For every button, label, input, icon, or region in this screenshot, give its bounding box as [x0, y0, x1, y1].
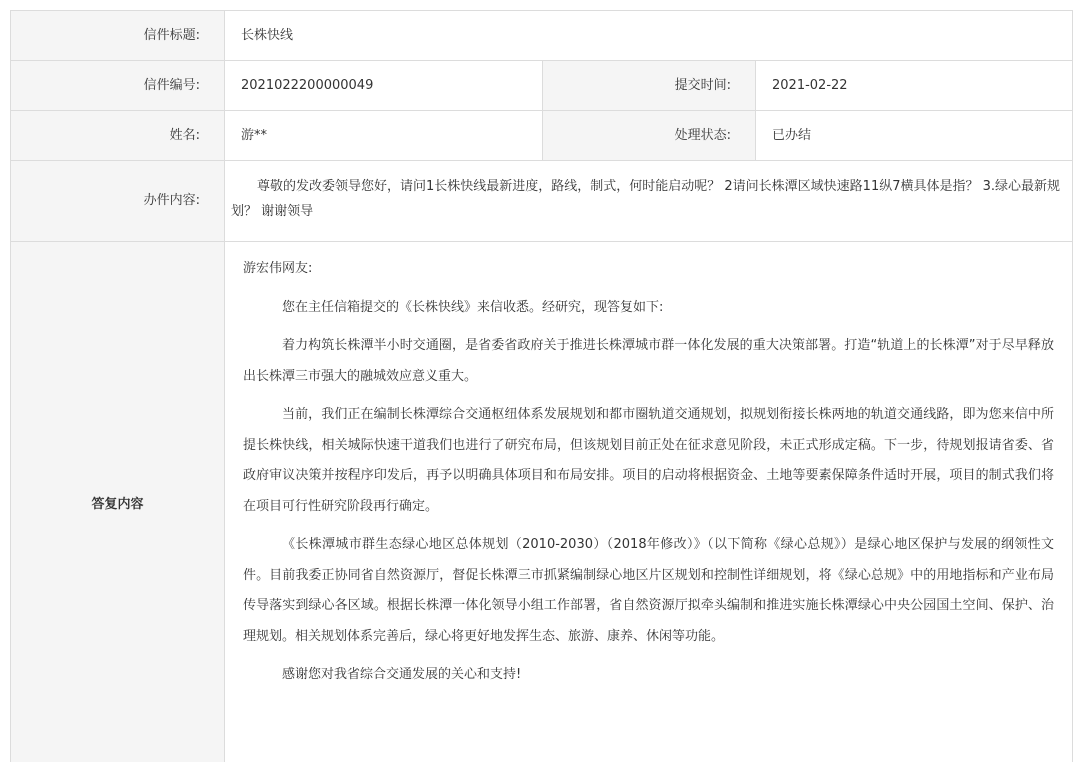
number-row: [11, 61, 1073, 111]
content-row: [11, 161, 1073, 242]
letter-detail-table: [10, 10, 1073, 762]
content-value: [225, 161, 1073, 241]
name-value: 游**: [225, 111, 543, 160]
title-row: [11, 11, 1073, 61]
reply-row: [11, 242, 1073, 762]
reply-content: [225, 242, 1073, 762]
title-value: 长株快线: [225, 11, 1073, 60]
reply-greeting: 游宏伟网友:: [243, 261, 313, 276]
content-label: 办件内容:: [11, 161, 225, 241]
reply-paragraph: 《长株潭城市群生态绿心地区总体规划（2010-2030）（2018年修改）》（以下简称《绿心总规》）是绿心地区保护与发展的纲领性文件。目前我委正协同省自然资源厅，督促长株潭三市抓紧编制绿心地区片区规划和控制性详细规划，将《绿心总规》中的用地指标和产业布局传导落实到绿心各区域。根据长株潭一体化领导小组工作部署，省自然资源厅拟牵头编制和推进实施长株潭绿心中央公园国土空间、保护、治理规划。相关规划体系完善后，绿心将更好地发挥生态、旅游、康养、休闲等功能。: [243, 537, 1054, 644]
content-text: 尊敬的发改委领导您好，请问1长株快线最新进度，路线，制式，何时能启动呢？ 2请问长株潭区域快速路11纵7横具体是指？ 3.绿心最新规划？ 谢谢领导: [231, 179, 1061, 219]
number-value: 2021022200000049: [225, 61, 543, 110]
name-row: [11, 111, 1073, 161]
status-value: 已办结: [756, 111, 1073, 160]
number-label: 信件编号:: [11, 61, 225, 110]
reply-label: 答复内容: [11, 242, 225, 762]
title-label: 信件标题:: [11, 11, 225, 60]
submit-time-value: 2021-02-22: [756, 61, 1073, 110]
reply-paragraph: 着力构筑长株潭半小时交通圈，是省委省政府关于推进长株潭城市群一体化发展的重大决策部署。打造“轨道上的长株潭”对于尽早释放出长株潭三市强大的融城效应意义重大。: [243, 338, 1054, 384]
reply-paragraph: 您在主任信箱提交的《长株快线》来信收悉。经研究，现答复如下:: [282, 299, 664, 315]
name-label: 姓名:: [11, 111, 225, 160]
status-label: 处理状态:: [543, 111, 756, 160]
reply-paragraph: 当前，我们正在编制长株潭综合交通枢纽体系发展规划和都市圈轨道交通规划，拟规划衔接长株两地的轨道交通线路，即为您来信中所提长株快线，相关城际快速干道我们也进行了研究布局，但该规划目前正处在征求意见阶段，未正式形成定稿。下一步，待规划报请省委、省政府审议决策并按程序印发后，再予以明确具体项目和布局安排。项目的启动将根据资金、土地等要素保障条件适时开展，项目的制式我们将在项目可行性研究阶段再行确定。: [243, 407, 1054, 514]
submit-time-label: 提交时间:: [543, 61, 756, 110]
reply-paragraph: 感谢您对我省综合交通发展的关心和支持!: [282, 667, 522, 682]
